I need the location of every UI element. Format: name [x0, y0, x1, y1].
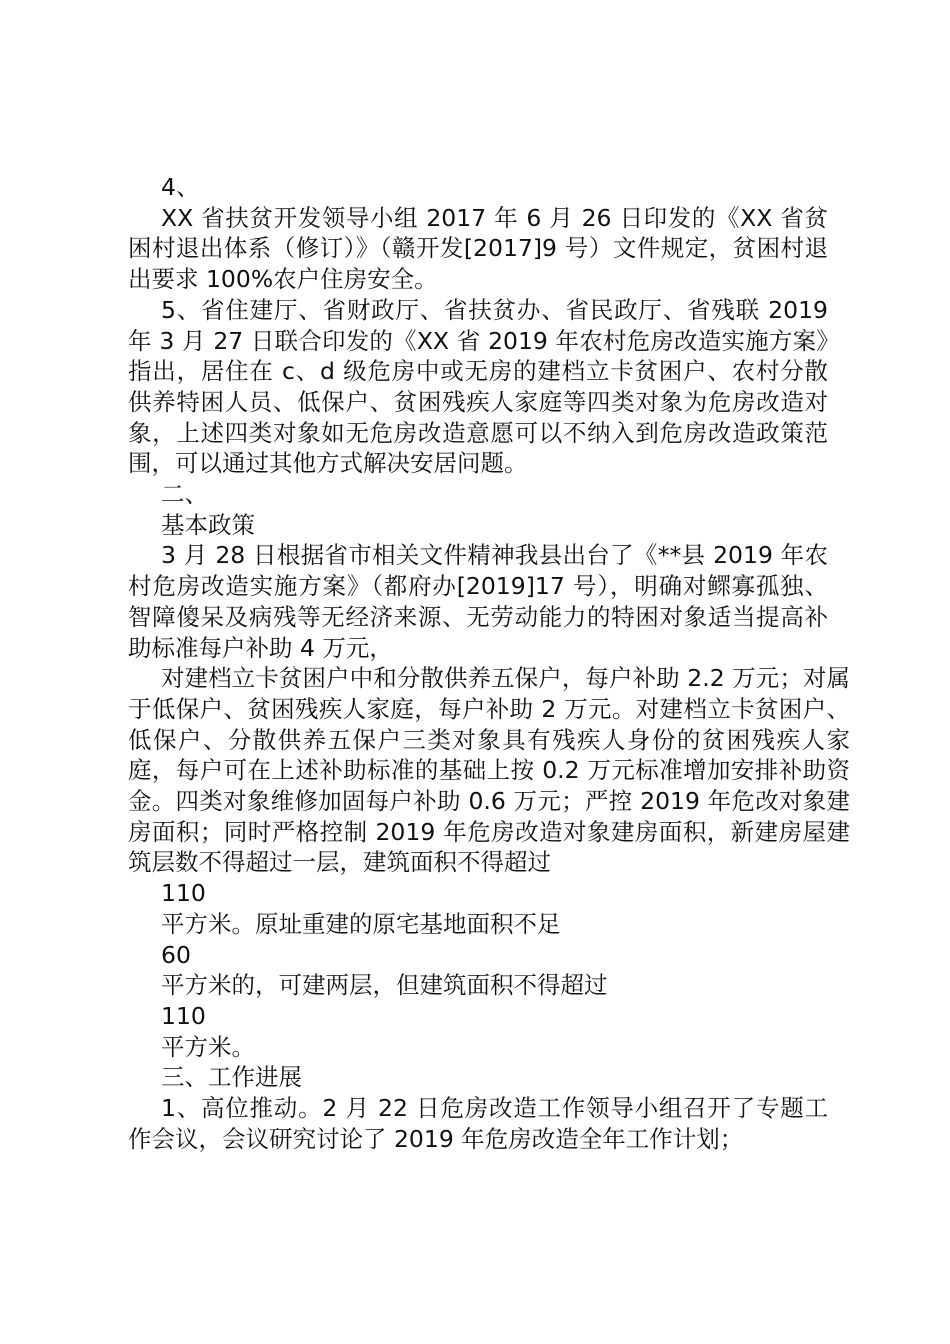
value-area-60: 60: [161, 940, 191, 969]
paragraph-high-level-push: 1、高位推动。2 月 22 日危房改造工作领导小组召开了专题工作会议，会议研究讨论了 2019 年危房改造全年工作计划；: [128, 1094, 828, 1153]
paragraph-rebuild-rule: 平方米。原址重建的原宅基地面积不足: [161, 909, 561, 938]
section-heading-work-progress: 三、工作进展: [161, 1063, 302, 1092]
paragraph-two-floor-rule: 平方米的，可建两层，但建筑面积不得超过: [161, 971, 608, 1000]
paragraph-square-meters: 平方米。: [161, 1032, 255, 1061]
section-heading-two-number: 二、: [161, 480, 208, 509]
paragraph-poverty-village-exit: XX 省扶贫开发领导小组 2017 年 6 月 26 日印发的《XX 省贫困村退出体系（修订）》（赣开发[2017]9 号）文件规定，贫困村退出要求 100%农户住房安全。: [128, 203, 828, 294]
paragraph-subsidy-standards: 对建档立卡贫困户中和分散供养五保户，每户补助 2.2 万元；对属于低保户、贫困残疾人家庭，每户补助 2 万元。对建档立卡贫困户、低保户、分散供养五保户三类对象具有残疾人身份的贫困残疾人家庭，每户可在上述补助标准的基础上按 0.2 万元标准增加安排补助资金。四类对象维修加固每户补助 0.6 万元；严控 2019 年危改对象建房面积；同时严格控制 2019 年危房改造对象建房面积，新建房屋建筑层数不得超过一层，建筑面积不得超过: [128, 664, 850, 877]
paragraph-county-plan: 3 月 28 日根据省市相关文件精神我县出台了《**县 2019 年农村危房改造实施方案》（都府办[2019]17 号），明确对鳏寡孤独、智障傻呆及病残等无经济来源、无劳动能力的特困对象适当提高补助标准每户补助 4 万元，: [128, 541, 828, 662]
section-heading-basic-policy: 基本政策: [161, 510, 255, 539]
section-number-4: 4、: [161, 173, 200, 201]
document-body: [128, 172, 850, 1155]
value-area-110-a: 110: [161, 879, 206, 908]
value-area-110-b: 110: [161, 1001, 206, 1030]
paragraph-item-5-policy-plan: 5、省住建厅、省财政厅、省扶贫办、省民政厅、省残联 2019 年 3 月 27 日联合印发的《XX 省 2019 年农村危房改造实施方案》指出，居住在 c、d 级危房中或无房的建档立卡贫困户、农村分散供养特困人员、低保户、贫困残疾人家庭等四类对象为危房改造对象，上述四类对象如无危房改造意愿可以不纳入到危房改造政策范围，可以通过其他方式解决安居问题。: [128, 295, 828, 478]
